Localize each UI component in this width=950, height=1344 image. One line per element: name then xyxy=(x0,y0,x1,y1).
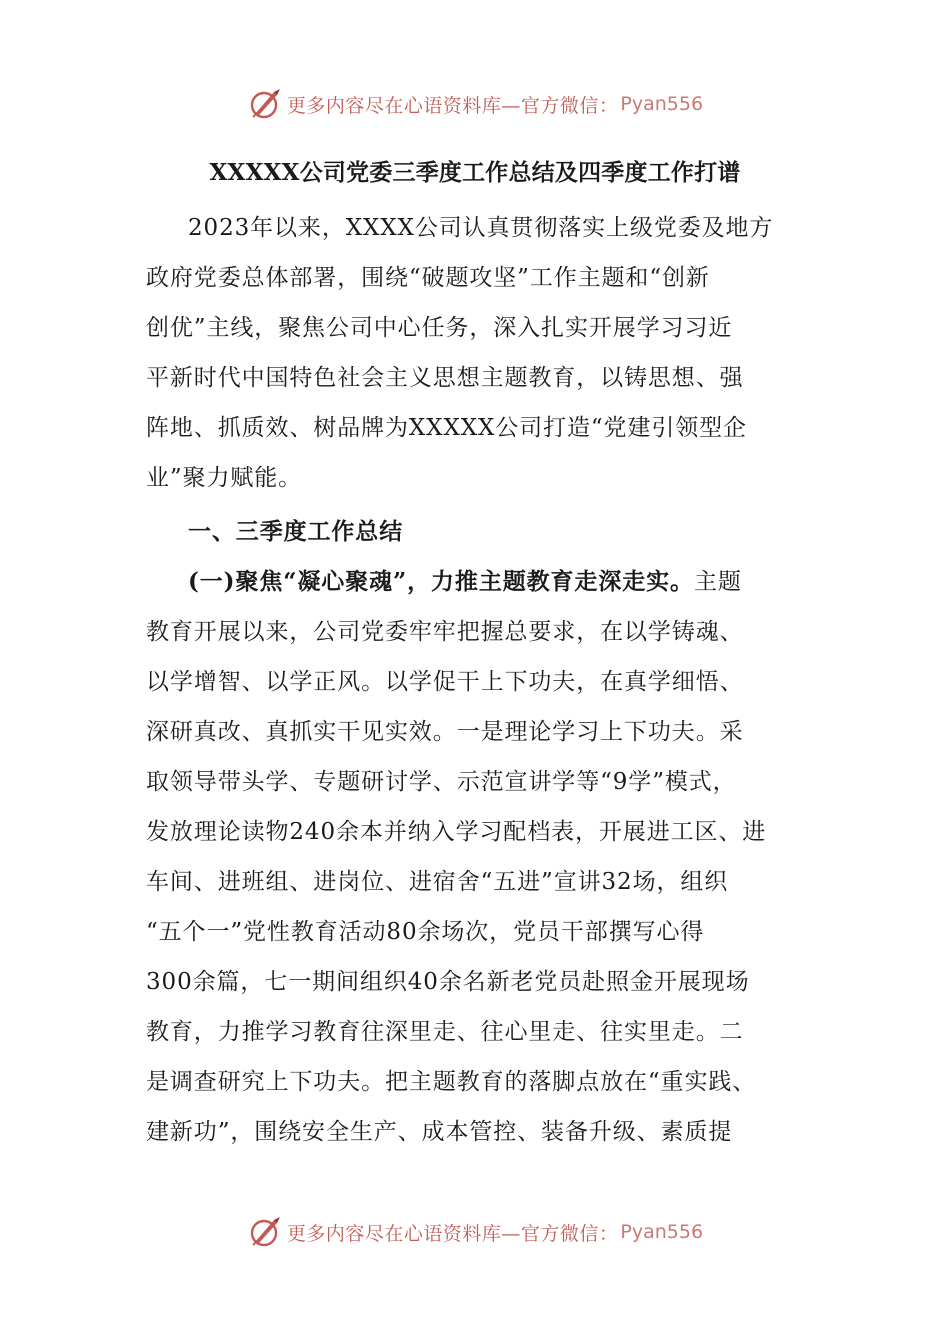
watermark-wechat-id: Pyan556 xyxy=(620,93,704,115)
watermark-footer xyxy=(0,1212,950,1252)
watermark-text: 更多内容尽在心语资料库—官方微信： xyxy=(286,94,619,117)
body-line: “五个一”党性教育活动80余场次，党员干部撰写心得 xyxy=(146,919,705,945)
body-line: 教育开展以来，公司党委牢牢把握总要求，在以学铸魂、 xyxy=(146,619,744,645)
document-title: XXXXX公司党委三季度工作总结及四季度工作打谱 xyxy=(209,159,741,186)
watermark-text: 更多内容尽在心语资料库—官方微信： xyxy=(286,1222,619,1245)
section-heading: 一、三季度工作总结 xyxy=(188,518,404,545)
body-line: 发放理论读物240余本并纳入学习配档表，开展进工区、进 xyxy=(146,819,767,845)
body-line: 深研真改、真抓实干见实效。一是理论学习上下功夫。采 xyxy=(146,719,744,745)
intro-line: 创优”主线，聚焦公司中心任务，深入扎实开展学习习近 xyxy=(146,315,733,341)
document-body xyxy=(146,203,810,1157)
quill-pen-logo-icon xyxy=(247,1214,283,1250)
intro-line: 平新时代中国特色社会主义思想主题教育，以铸思想、强 xyxy=(146,365,744,391)
body-line: 教育，力推学习教育往深里走、往心里走、往实里走。二 xyxy=(146,1019,744,1045)
body-line: 300余篇，七一期间组织40余名新老党员赴照金开展现场 xyxy=(146,969,750,995)
watermark-header xyxy=(0,84,950,124)
subsection-first-line-text: 主题 xyxy=(693,569,742,595)
intro-line: 2023年以来，XXXX公司认真贯彻落实上级党委及地方 xyxy=(188,215,774,241)
intro-line: 业”聚力赋能。 xyxy=(146,465,303,491)
body-line: 车间、进班组、进岗位、进宿舍“五进”宣讲32场，组织 xyxy=(146,869,729,895)
subsection-heading: (一)聚焦“凝心聚魂”，力推主题教育走深走实。 xyxy=(188,568,694,595)
intro-line: 阵地、抓质效、树品牌为XXXXX公司打造“党建引领型企 xyxy=(146,415,747,441)
quill-pen-logo-icon xyxy=(247,86,283,122)
body-line: 建新功”，围绕安全生产、成本管控、装备升级、素质提 xyxy=(146,1119,733,1145)
subsection-first-line xyxy=(146,557,810,607)
body-line: 是调查研究上下功夫。把主题教育的落脚点放在“重实践、 xyxy=(146,1069,757,1095)
body-line: 取领导带头学、专题研讨学、示范宣讲学等“9学”模式， xyxy=(146,769,737,795)
watermark-wechat-id: Pyan556 xyxy=(620,1221,704,1243)
intro-line: 政府党委总体部署，围绕“破题攻坚”工作主题和“创新 xyxy=(146,265,710,291)
body-line: 以学增智、以学正风。以学促干上下功夫，在真学细悟、 xyxy=(146,669,744,695)
